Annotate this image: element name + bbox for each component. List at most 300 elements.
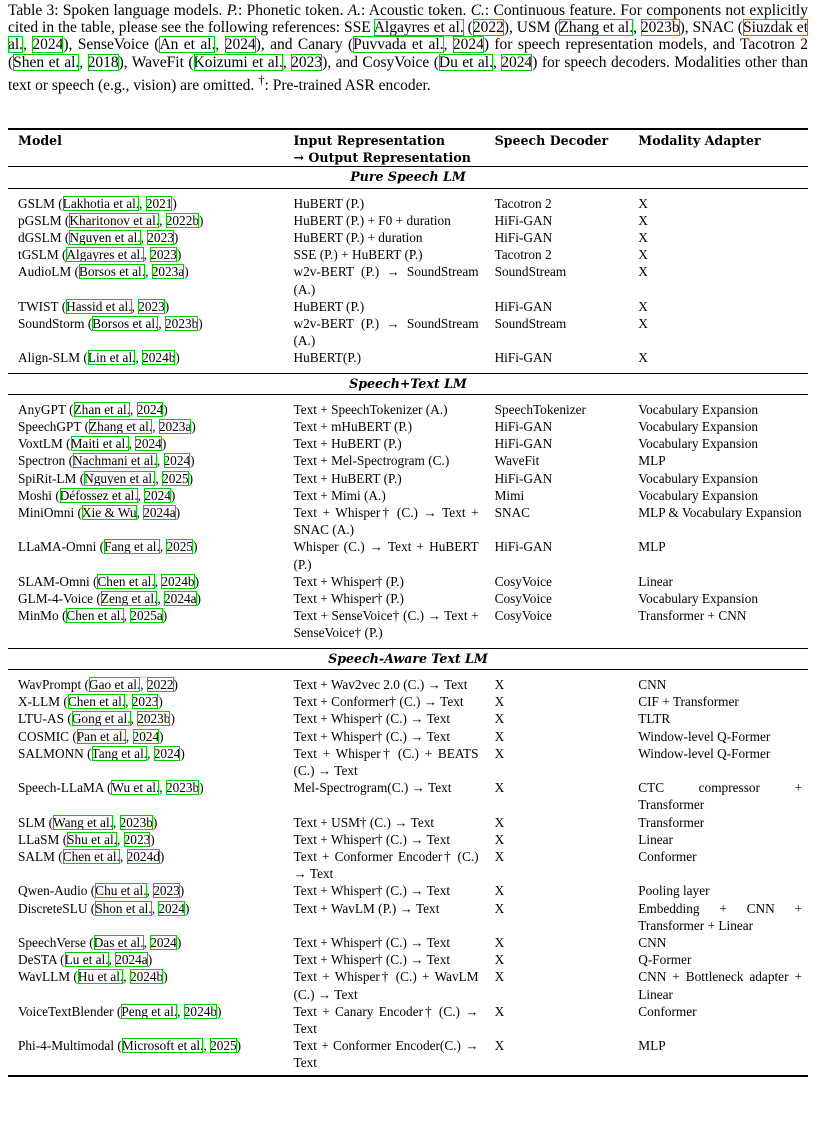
caption-text: : Acoustic token. (361, 2, 471, 19)
modality-adapter: X (638, 195, 648, 211)
speech-decoder: Tacotron 2 (494, 195, 552, 211)
citation-link[interactable]: 2024 (224, 36, 256, 54)
citation-year-link[interactable]: 2023b (119, 814, 153, 830)
table-row (8, 676, 808, 693)
table-row (8, 951, 808, 968)
speech-decoder: HiFi-GAN (494, 470, 553, 486)
citation-link[interactable]: Chen et al. (66, 608, 124, 624)
citation-link[interactable]: Pan et al. (76, 728, 126, 744)
modality-adapter: Vocabulary Expansion (638, 487, 759, 503)
citation-year-link[interactable]: 2023b (165, 316, 199, 332)
caption-text: ), and CosyVoice ( (322, 53, 439, 71)
citation-link[interactable]: Nguyen et al. (84, 470, 156, 486)
citation-link[interactable]: Chen et al. (97, 573, 155, 589)
model-name: SLAM-Omni (18, 573, 90, 589)
citation-link[interactable]: Borsos et al. (92, 316, 159, 332)
model-name: SALM (18, 848, 55, 864)
caption-abbr-p: P. (226, 2, 239, 19)
citation-link[interactable]: Lakhotia et al. (62, 195, 140, 211)
table-row (8, 263, 808, 297)
modality-adapter: MLP & Vocabulary Expansion (638, 505, 802, 521)
speech-decoder: SoundStream (494, 316, 567, 332)
modality-adapter: X (638, 247, 648, 263)
input-representation: Text + Whisper† (C.) → Text (293, 711, 451, 727)
model-name: SLM (18, 814, 46, 830)
model-cell: SALM (Chen et al., 2024d) (18, 848, 165, 864)
citation-link[interactable]: Zhang et al. (89, 419, 153, 435)
input-representation: Text + Whisper† (C.) + BEATS (C.) → Text (293, 745, 479, 778)
model-cell: Spectron (Nachmani et al., 2024) (18, 453, 195, 469)
modality-adapter: Transformer (638, 814, 705, 830)
citation-link[interactable]: Zhang et al. (559, 19, 634, 37)
citation-year-link[interactable]: 2024 (144, 487, 171, 503)
table-row (8, 212, 808, 229)
input-representation: Text + Conformer Encoder† (C.) → Text (293, 848, 479, 882)
caption-text: ) for speech decoders. Modalities other than text or speech (e.g., vision) are omitted. (8, 53, 809, 94)
citation-link[interactable]: Wu et al. (111, 780, 160, 796)
table-header (8, 129, 808, 167)
modality-adapter: Embedding + CNN + Transformer + Linear (638, 900, 802, 933)
table-row (8, 349, 808, 366)
citation-year-link[interactable]: 2023a (151, 264, 185, 280)
modality-adapter: X (638, 316, 648, 332)
speech-decoder: X (494, 1003, 505, 1019)
table-row (8, 728, 808, 745)
citation-link[interactable]: Peng et al. (121, 1003, 178, 1019)
header-output: → Output Representation (284, 149, 485, 167)
input-representation: Text + HuBERT (P.) (293, 470, 402, 486)
input-representation: Text + Whisper† (C.) → Text (293, 883, 451, 899)
citation-year-link[interactable]: 2025 (166, 539, 194, 555)
citation-link[interactable]: Kharitonov et al. (69, 212, 160, 228)
model-cell: WavLLM (Hu et al., 2024b) (18, 969, 168, 985)
input-representation: Text + Whisper† (C.) → Text (293, 952, 451, 968)
citation-link[interactable]: Borsos et al. (78, 264, 146, 280)
citation-year-link[interactable]: 2024 (163, 453, 191, 469)
input-representation: Text + Whisper† (C.) → Text (293, 934, 451, 950)
modality-adapter: X (638, 350, 648, 366)
model-name: TWIST (18, 298, 59, 314)
citation-year-link[interactable]: 2024a (143, 505, 176, 521)
model-cell: tGSLM (Algayres et al., 2023) (18, 247, 182, 263)
speech-decoder: Mimi (494, 487, 525, 503)
model-cell: Qwen-Audio (Chu et al., 2023) (18, 883, 185, 899)
citation-link[interactable]: Du et al. (438, 53, 493, 71)
table-row (8, 590, 808, 607)
model-cell: LLaSM (Shu et al., 2023) (18, 831, 155, 847)
citation-link[interactable]: Hu et al. (77, 969, 124, 985)
citation-year-link[interactable]: 2024 (132, 728, 160, 744)
input-representation: HuBERT (P.) + duration (293, 230, 423, 246)
caption-abbr-c: C. (470, 2, 485, 19)
citation-link[interactable]: Siuzdak et al. (8, 19, 808, 54)
speech-decoder: X (494, 883, 505, 899)
model-name: SpeechGPT (18, 419, 82, 435)
citation-link[interactable]: An et al. (159, 36, 216, 54)
section-title: Speech-Aware Text LM (8, 648, 808, 669)
input-representation: HuBERT (P.) + F0 + duration (293, 212, 451, 228)
table-row (8, 195, 808, 212)
caption-label: Table 3: (8, 2, 59, 19)
model-name: GLM-4-Voice (18, 591, 94, 607)
model-cell: SpiRit-LM (Nguyen et al., 2025) (18, 470, 194, 486)
model-name: DiscreteSLU (18, 900, 88, 916)
model-name: WavLLM (18, 969, 71, 985)
citation-year-link[interactable]: 2023b (137, 711, 171, 727)
model-name: dGSLM (18, 230, 62, 246)
input-representation: Text + Whisper† (C.) → Text (293, 831, 451, 847)
citation-link[interactable]: Gao et al. (88, 676, 141, 692)
table-row (8, 710, 808, 727)
model-cell: SLM (Wang et al., 2023b) (18, 814, 158, 830)
section-title: Speech+Text LM (8, 373, 808, 394)
speech-decoder: WaveFit (494, 453, 540, 469)
model-name: pGSLM (18, 212, 62, 228)
citation-link[interactable]: Shen et al. (13, 53, 80, 71)
speech-decoder: HiFi-GAN (494, 298, 553, 314)
speech-decoder: HiFi-GAN (494, 350, 553, 366)
model-cell: Moshi (Défossez et al., 2024) (18, 487, 176, 503)
citation-link[interactable]: Maiti et al. (70, 436, 129, 452)
model-name: LLaSM (18, 831, 60, 847)
model-name: VoiceTextBlender (18, 1003, 114, 1019)
model-name: WavPrompt (18, 676, 82, 692)
speech-decoder: X (494, 934, 505, 950)
section-header-s1 (8, 167, 808, 188)
speech-decoder: X (494, 814, 505, 830)
modality-adapter: Conformer (638, 1003, 697, 1019)
citation-year-link[interactable]: 2024 (150, 934, 177, 950)
table-row (8, 418, 808, 435)
model-cell: COSMIC (Pan et al., 2024) (18, 728, 164, 744)
header-spacer (8, 149, 284, 167)
input-representation: Text + HuBERT (P.) (293, 436, 402, 452)
speech-decoder: HiFi-GAN (494, 419, 553, 435)
citation-link[interactable]: Wang et al. (53, 814, 113, 830)
model-name: AnyGPT (18, 401, 66, 417)
model-cell: LTU-AS (Gong et al., 2023b) (18, 711, 175, 727)
table-row (8, 315, 808, 349)
citation-year-link[interactable]: 2022 (146, 676, 174, 692)
citation-link[interactable]: 2023b (640, 19, 680, 37)
model-cell: Phi-4-Multimodal (Microsoft et al., 2025) (8, 1037, 284, 1075)
table-body (8, 167, 808, 1076)
model-name: LLaMA-Omni (18, 539, 97, 555)
speech-decoder: X (494, 694, 505, 710)
table-row (8, 452, 808, 469)
model-name: Qwen-Audio (18, 883, 88, 899)
model-name: X-LLM (18, 694, 61, 710)
citation-link[interactable]: 2023 (291, 53, 323, 71)
citation-link[interactable]: Chen et al. (67, 694, 126, 710)
dagger-symbol: † (258, 71, 265, 87)
citation-year-link[interactable]: 2024 (135, 436, 162, 452)
model-cell: GLM-4-Voice (Zeng et al., 2024a) (18, 591, 201, 607)
caption-text: ), and Canary ( (255, 36, 354, 54)
input-representation: Text + WavLM (P.) → Text (293, 900, 440, 916)
citation-year-link[interactable]: 2024d (126, 848, 160, 864)
modality-adapter: Vocabulary Expansion (638, 419, 759, 435)
caption-text: ), SNAC ( (679, 19, 743, 37)
model-name: SALMONN (18, 745, 84, 761)
speech-decoder: X (494, 711, 505, 727)
model-cell: DiscreteSLU (Shon et al., 2024) (18, 900, 190, 916)
model-cell: LLaMA-Omni (Fang et al., 2025) (18, 539, 198, 555)
citation-link[interactable]: 2024 (452, 36, 484, 54)
speech-decoder: X (494, 952, 505, 968)
citation-link[interactable]: Défossez et al. (59, 487, 138, 503)
model-name: SpiRit-LM (18, 470, 77, 486)
input-representation: Text + SenseVoice† (C.) → Text + SenseVoice† (P.) (293, 608, 479, 641)
speech-decoder: X (494, 831, 505, 847)
models-table (8, 128, 808, 1077)
citation-year-link[interactable]: 2023a (158, 419, 192, 435)
citation-link[interactable]: 2024 (32, 36, 64, 54)
caption-text: ) for speech representation models, and Tacotron 2 ( (8, 36, 809, 71)
citation-link[interactable]: Das et al. (93, 934, 144, 950)
citation-year-link[interactable]: 2024a (115, 952, 148, 968)
citation-year-link[interactable]: 2024b (183, 1003, 218, 1019)
input-representation: Text + Conformer† (C.) → Text (293, 694, 464, 710)
citation-year-link[interactable]: 2024b (142, 350, 176, 366)
caption-text: : Pre-trained ASR encoder. (264, 76, 431, 94)
caption-text: ), USM ( (503, 19, 560, 37)
modality-adapter: MLP (638, 453, 666, 469)
modality-adapter: TLTR (638, 711, 671, 727)
modality-adapter: MLP (628, 1037, 808, 1075)
table-row (8, 246, 808, 263)
modality-adapter: Vocabulary Expansion (638, 470, 759, 486)
speech-decoder: Tacotron 2 (494, 247, 552, 263)
model-cell: SALMONN (Tang et al., 2024) (18, 745, 185, 761)
model-name: MiniOmni (18, 505, 75, 521)
model-cell: GSLM (Lakhotia et al., 2021) (18, 195, 177, 211)
citation-link[interactable]: Chen et al. (62, 848, 120, 864)
speech-decoder: X (494, 728, 505, 744)
citation-link[interactable]: Shon et al. (95, 900, 152, 916)
speech-decoder: X (494, 969, 505, 985)
speech-decoder: X (485, 1037, 629, 1075)
model-cell: AudioLM (Borsos et al., 2023a) (18, 264, 189, 280)
citation-link[interactable]: Xie & Wu (81, 505, 137, 521)
citation-link[interactable]: Lin et al. (87, 350, 136, 366)
citation-link[interactable]: 2018 (87, 53, 119, 71)
table-caption: Table 3: Spoken language models. P.: Phonetic token. A.: Acoustic token. C.: Continuous feature. For components not explicitly cited in the table, please see the following references: SSE Algayres et al. (2022), USM (Zhang et al., 2023b), SNAC (Siuzdak et al., 2024), SenseVoice (An et al., 2024), and Canary (Puvvada et al., 2024) for speech representation models, and Tacotron 2 (Shen et al., 2018), WaveFit (Koizumi et al., 2023), and CosyVoice (Du et al., 2024) for speech decoders. Modalities other than text or speech (e.g., vision) are omitted. †: Pre-trained ASR encoder. (8, 2, 809, 94)
header-input: Input Representation (284, 129, 485, 149)
caption-abbr-a: A. (347, 2, 362, 19)
citation-link[interactable]: Nachmani et al. (73, 453, 157, 469)
citation-year-link[interactable]: 2024b (161, 573, 195, 589)
speech-decoder: X (494, 900, 505, 916)
input-representation: Text + Whisper† (P.) (293, 573, 404, 589)
input-representation: Text + Whisper† (C.) → Text + SNAC (A.) (293, 505, 479, 538)
model-name: SpeechVerse (18, 934, 86, 950)
table-row (8, 573, 808, 590)
modality-adapter: CNN + Bottleneck adapter + Linear (638, 969, 802, 1002)
model-cell: X-LLM (Chen et al., 2023) (18, 694, 163, 710)
header-decoder: Speech Decoder (485, 129, 629, 149)
citation-link[interactable]: Zhan et al. (73, 401, 131, 417)
citation-year-link[interactable]: 2024 (153, 745, 181, 761)
citation-year-link[interactable]: 2023 (131, 694, 159, 710)
caption-text: ), SenseVoice ( (63, 36, 160, 54)
model-cell: Align-SLM (Lin et al., 2024b) (18, 350, 180, 366)
table-row (8, 470, 808, 487)
citation-year-link[interactable]: 2023 (150, 247, 177, 263)
header-adapter: Modality Adapter (628, 129, 808, 149)
input-representation: Text + Conformer Encoder(C.) → Text (284, 1037, 485, 1075)
modality-adapter: Vocabulary Expansion (638, 591, 759, 607)
citation-year-link[interactable]: 2023 (138, 298, 165, 314)
citation-link[interactable]: Nguyen et al. (69, 230, 141, 246)
citation-link[interactable]: Chu et al. (95, 883, 147, 899)
table-row (8, 848, 808, 882)
model-name: Phi-4-Multimodal (18, 1038, 115, 1054)
model-name: VoxtLM (18, 436, 63, 452)
table-row (8, 779, 808, 813)
input-representation: Text + Mimi (A.) (293, 487, 386, 503)
model-cell: VoiceTextBlender (Peng et al., 2024b) (18, 1003, 222, 1019)
table-row (8, 693, 808, 710)
table-row (8, 1037, 808, 1075)
table-row (8, 882, 808, 899)
caption-text: : Continuous feature. For components not explicitly cited in the table, please see the following references: SSE (8, 2, 808, 37)
modality-adapter: Window-level Q-Former (638, 728, 771, 744)
caption-text: : Phonetic token. (238, 2, 348, 19)
model-cell: DeSTA (Lu et al., 2024a) (18, 952, 153, 968)
section-header-s3 (8, 648, 808, 669)
citation-link[interactable]: Koizumi et al. (193, 53, 283, 71)
model-name: Moshi (18, 487, 52, 503)
model-cell: SoundStorm (Borsos et al., 2023b) (18, 316, 203, 332)
table-row (8, 900, 808, 934)
table-row (8, 229, 808, 246)
citation-link[interactable]: Microsoft et al. (121, 1038, 204, 1054)
model-cell: VoxtLM (Maiti et al., 2024) (18, 436, 167, 452)
input-representation: Text + SpeechTokenizer (A.) (293, 401, 448, 417)
input-representation: HuBERT (P.) (293, 298, 365, 314)
citation-link[interactable]: 2024 (501, 53, 533, 71)
table-row (8, 487, 808, 504)
modality-adapter: CIF + Transformer (638, 694, 739, 710)
citation-year-link[interactable]: 2023 (123, 831, 151, 847)
speech-decoder: HiFi-GAN (494, 230, 553, 246)
table-row (8, 745, 808, 779)
table-row (8, 298, 808, 315)
model-cell: TWIST (Hassid et al., 2023) (18, 298, 170, 314)
input-representation: HuBERT(P.) (293, 350, 362, 366)
modality-adapter: CNN (638, 934, 667, 950)
model-name: DeSTA (18, 952, 57, 968)
input-representation: Text + Whisper† (C.) → Text (293, 728, 451, 744)
model-name: MinMo (18, 608, 59, 624)
citation-link[interactable]: Hassid et al. (66, 298, 132, 314)
modality-adapter: Window-level Q-Former (638, 745, 771, 761)
table-row (8, 504, 808, 538)
speech-decoder: SpeechTokenizer (494, 401, 586, 417)
speech-decoder: SoundStream (494, 264, 567, 280)
citation-year-link[interactable]: 2024b (129, 969, 164, 985)
citation-year-link[interactable]: 2024 (136, 401, 164, 417)
input-representation: Text + Mel-Spectrogram (C.) (293, 453, 450, 469)
table-row (8, 814, 808, 831)
model-name: SoundStorm (18, 316, 85, 332)
speech-decoder: HiFi-GAN (494, 436, 553, 452)
input-representation: Text + USM† (C.) → Text (293, 814, 435, 830)
citation-link[interactable]: Lu et al. (64, 952, 109, 968)
citation-year-link[interactable]: 2021 (145, 195, 173, 211)
modality-adapter: MLP (638, 539, 666, 555)
input-representation: Text + Whisper† (C.) + WavLM (C.) → Text (293, 969, 479, 1002)
citation-year-link[interactable]: 2024 (158, 900, 185, 916)
model-name: tGSLM (18, 247, 59, 263)
input-representation: Text + mHuBERT (P.) (293, 419, 413, 435)
citation-link[interactable]: Zeng et al. (100, 591, 158, 607)
citation-link[interactable]: Algayres et al. (373, 19, 464, 37)
table-row (8, 831, 808, 848)
model-cell: MinMo (Chen et al., 2025a) (18, 608, 168, 624)
citation-year-link[interactable]: 2024a (164, 591, 197, 607)
speech-decoder: HiFi-GAN (494, 212, 553, 228)
table-row (8, 401, 808, 418)
modality-adapter: CTC compressor + Transformer (638, 780, 802, 813)
citation-year-link[interactable]: 2023 (153, 883, 180, 899)
caption-text: ), WaveFit ( (118, 53, 194, 71)
input-representation: Text + Wav2vec 2.0 (C.) → Text (293, 676, 468, 692)
modality-adapter: X (638, 264, 648, 280)
citation-link[interactable]: Gong et al. (71, 711, 131, 727)
citation-link[interactable]: Fang et al. (104, 539, 160, 555)
modality-adapter: Vocabulary Expansion (638, 401, 759, 417)
table-row (8, 934, 808, 951)
citation-link[interactable]: Puvvada et al. (353, 36, 444, 54)
model-name: Speech-LLaMA (18, 780, 104, 796)
modality-adapter: Conformer (638, 848, 697, 864)
table-row (8, 538, 808, 572)
model-cell: Speech-LLaMA (Wu et al., 2023b) (18, 780, 204, 796)
modality-adapter: Pooling layer (638, 883, 710, 899)
citation-link[interactable]: Shu et al. (67, 831, 117, 847)
model-cell: SpeechVerse (Das et al., 2024) (18, 934, 182, 950)
caption-text: Spoken language models. (58, 2, 227, 19)
input-representation: HuBERT (P.) (293, 195, 365, 211)
citation-link[interactable]: 2022 (472, 19, 504, 37)
section-title: Pure Speech LM (8, 167, 808, 188)
modality-adapter: X (638, 212, 648, 228)
citation-year-link[interactable]: 2025 (162, 470, 189, 486)
header-spacer (485, 149, 629, 167)
citation-year-link[interactable]: 2025a (130, 608, 163, 624)
citation-year-link[interactable]: 2025 (210, 1038, 237, 1054)
citation-year-link[interactable]: 2022b (165, 212, 199, 228)
model-name: LTU-AS (18, 711, 65, 727)
input-representation: Text + Canary Encoder† (C.) → Text (293, 1003, 479, 1036)
input-representation: SSE (P.) + HuBERT (P.) (293, 247, 423, 263)
citation-link[interactable]: Algayres et al. (66, 247, 144, 263)
model-cell: MiniOmni (Xie & Wu, 2024a) (18, 505, 181, 521)
input-representation: Whisper (C.) → Text + HuBERT (P.) (293, 539, 479, 572)
citation-year-link[interactable]: 2023b (165, 780, 200, 796)
modality-adapter: Q-Former (638, 952, 692, 968)
modality-adapter: Transformer + CNN (638, 608, 747, 624)
citation-link[interactable]: Tang et al. (91, 745, 148, 761)
model-name: GSLM (18, 195, 55, 211)
table-row (8, 1003, 808, 1037)
header-spacer (628, 149, 808, 167)
citation-year-link[interactable]: 2023 (147, 230, 174, 246)
modality-adapter: Linear (638, 573, 673, 589)
speech-decoder: CosyVoice (494, 573, 552, 589)
